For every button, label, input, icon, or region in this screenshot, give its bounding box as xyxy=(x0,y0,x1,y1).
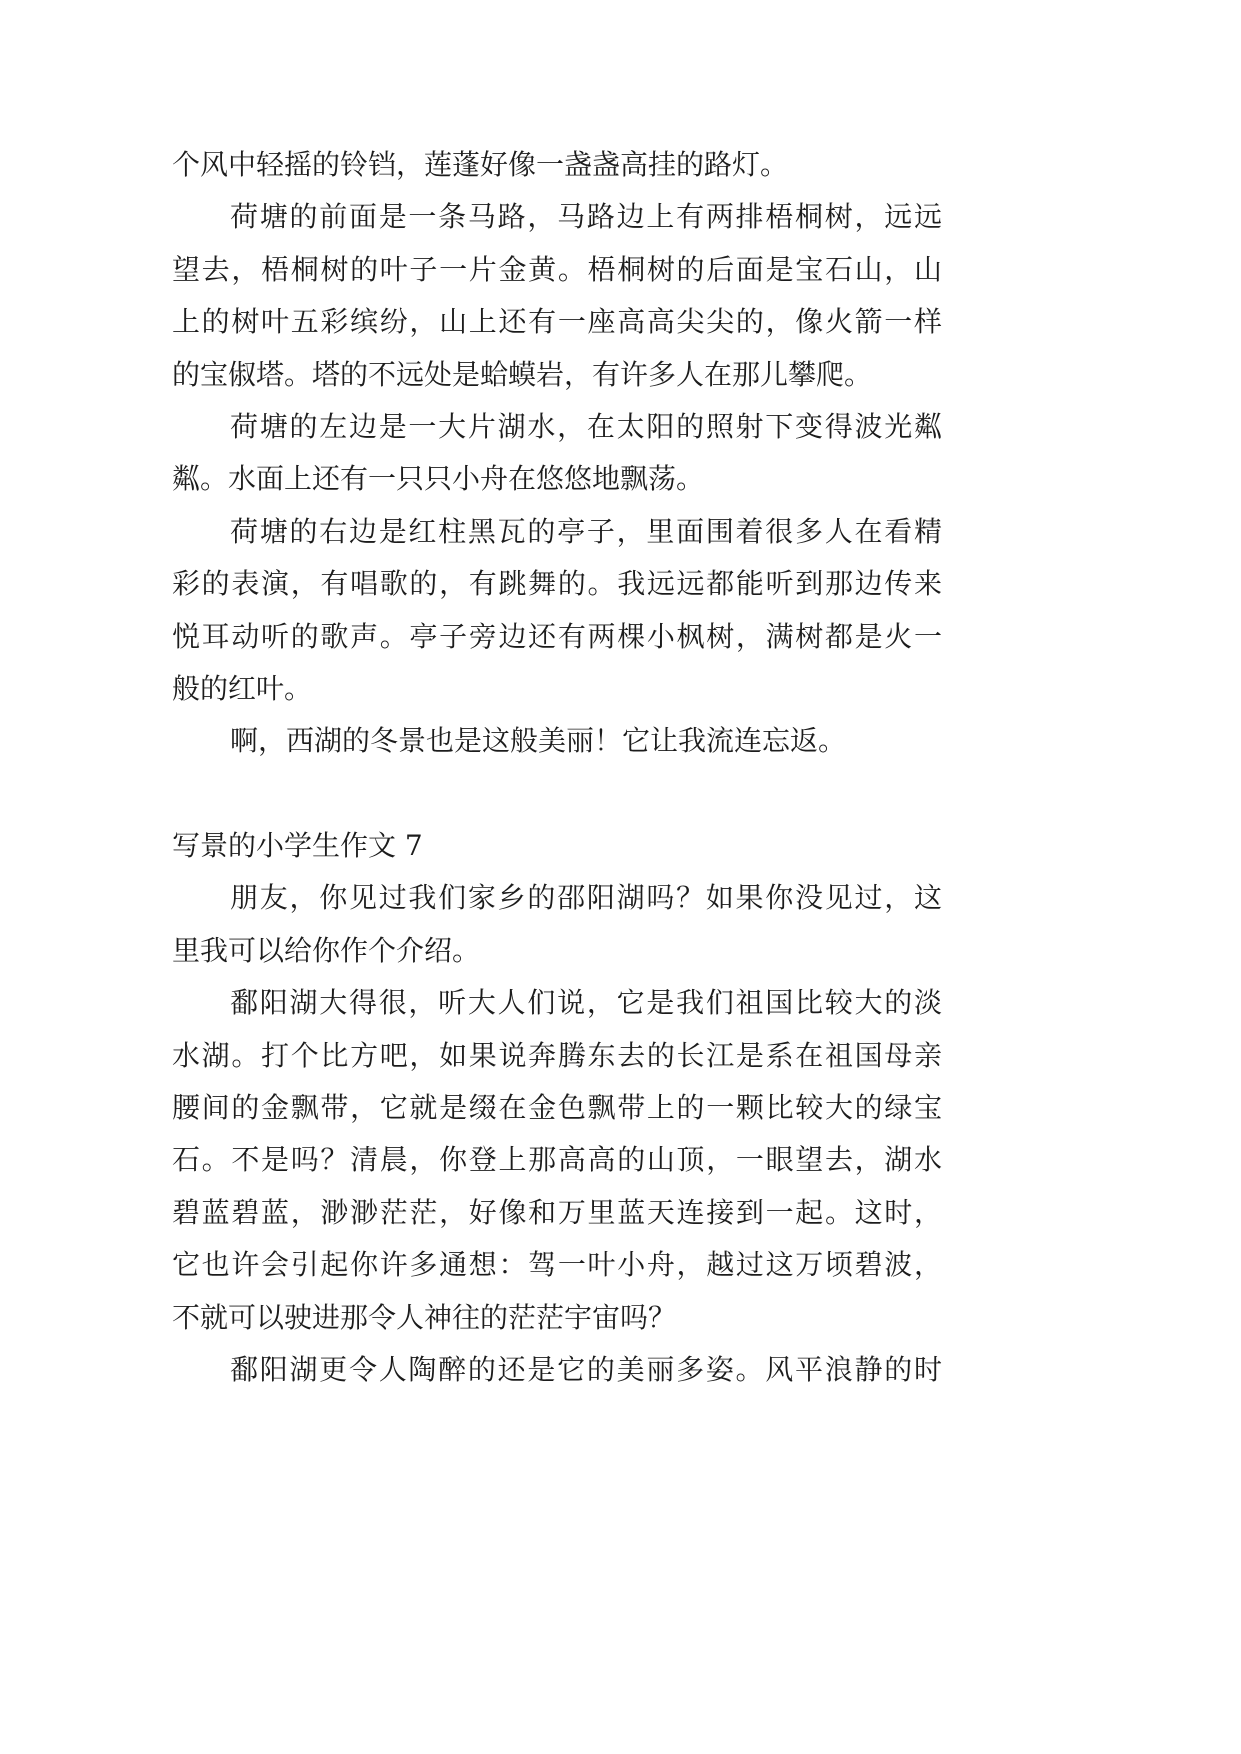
text-line: 石。不是吗？清晨，你登上那高高的山顶，一眼望去，湖水 xyxy=(172,1143,942,1177)
paragraph-first-line: 荷塘的左边是一大片湖水，在太阳的照射下变得波光粼 xyxy=(230,409,942,443)
text-line: 它也许会引起你许多通想：驾一叶小舟，越过这万顷碧波， xyxy=(172,1248,942,1282)
text-line: 望去，梧桐树的叶子一片金黄。梧桐树的后面是宝石山，山 xyxy=(172,252,942,286)
text-line: 的宝俶塔。塔的不远处是蛤蟆岩，有许多人在那儿攀爬。 xyxy=(172,357,873,391)
text-line: 悦耳动听的歌声。亭子旁边还有两棵小枫树，满树都是火一 xyxy=(172,619,942,653)
text-line: 粼。水面上还有一只只小舟在悠悠地飘荡。 xyxy=(172,462,705,496)
paragraph-first-line: 朋友，你见过我们家乡的邵阳湖吗？如果你没见过，这 xyxy=(230,881,942,915)
text-line: 般的红叶。 xyxy=(172,671,313,705)
paragraph-first-line: 啊，西湖的冬景也是这般美丽！它让我流连忘返。 xyxy=(230,724,847,758)
text-line: 个风中轻摇的铃铛，莲蓬好像一盏盏高挂的路灯。 xyxy=(172,148,789,181)
document-body xyxy=(172,139,942,1396)
paragraph-first-line: 鄱阳湖大得很，听大人们说，它是我们祖国比较大的淡 xyxy=(230,986,942,1020)
blank-line xyxy=(172,768,942,820)
text-line: 彩的表演，有唱歌的，有跳舞的。我远远都能听到那边传来 xyxy=(172,567,942,601)
text-line: 不就可以驶进那令人神往的茫茫宇宙吗？ xyxy=(172,1300,677,1334)
paragraph-first-line: 荷塘的前面是一条马路，马路边上有两排梧桐树，远远 xyxy=(230,200,942,234)
text-line: 水湖。打个比方吧，如果说奔腾东去的长江是系在祖国母亲 xyxy=(172,1038,942,1072)
paragraph-first-line: 鄱阳湖更令人陶醉的还是它的美丽多姿。风平浪静的时 xyxy=(230,1352,942,1386)
text-line: 上的树叶五彩缤纷，山上还有一座高高尖尖的，像火箭一样 xyxy=(172,305,942,339)
paragraph-first-line: 荷塘的右边是红柱黑瓦的亭子，里面围着很多人在看精 xyxy=(230,514,942,548)
text-line: 里我可以给你作个介绍。 xyxy=(172,933,481,967)
text-line: 腰间的金飘带，它就是缀在金色飘带上的一颗比较大的绿宝 xyxy=(172,1091,942,1125)
text-line: 碧蓝碧蓝，渺渺茫茫，好像和万里蓝天连接到一起。这时， xyxy=(172,1195,942,1229)
section-heading: 写景的小学生作文 7 xyxy=(172,829,423,863)
